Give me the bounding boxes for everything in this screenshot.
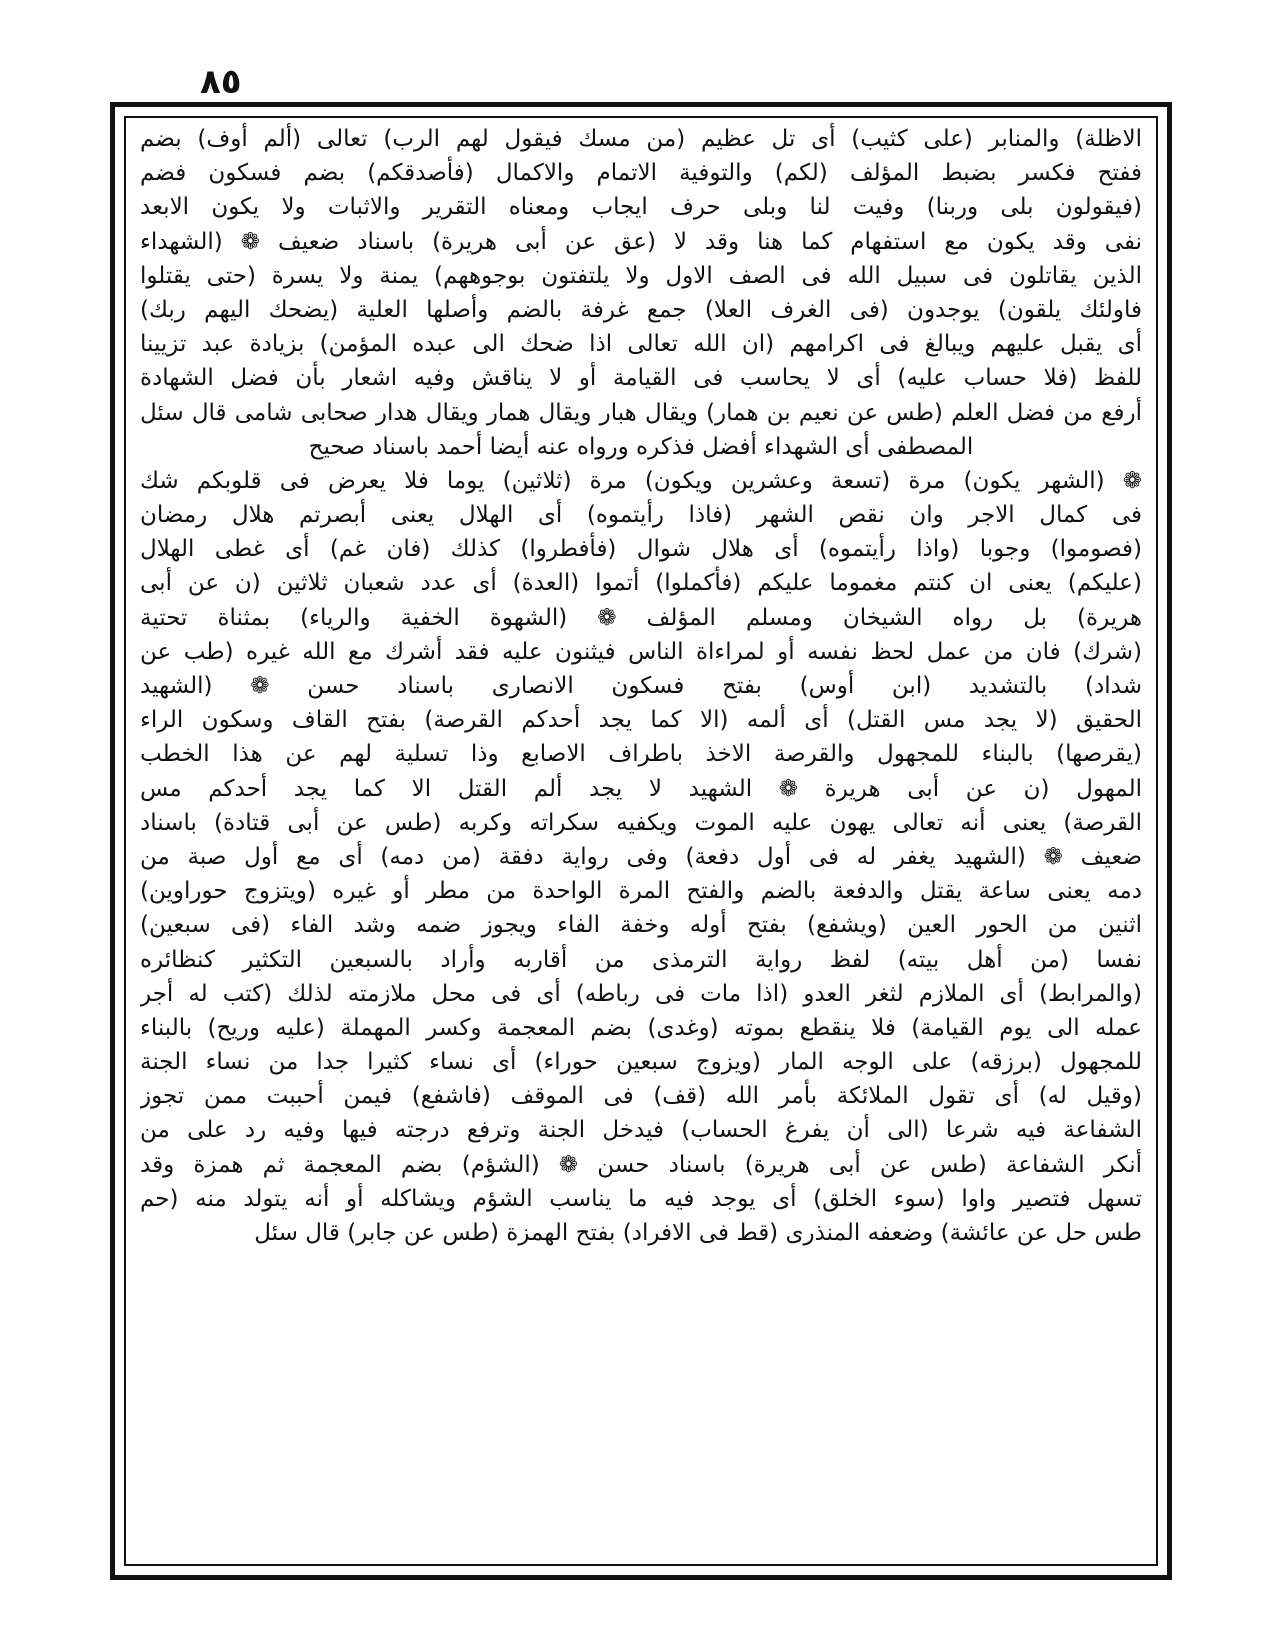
text-line: (والمرابط) أى الملازم لثغر العدو (اذا مات فى رباطه) أى فى محل ملازمته لذلك (كتب له أجر xyxy=(140,980,1142,1007)
text-line: (يقرصها) بالبناء للمجهول والقرصة الاخذ باطراف الاصابع وذا تسلية لهم عن هذا الخطب xyxy=(140,741,1142,768)
text-line: المصطفى أى الشهداء أفضل فذكره ورواه عنه أيضا أحمد باسناد صحيح xyxy=(308,433,974,460)
text-line: (شرك) فان من عمل لحظ نفسه أو لمراءاة الناس فيثنون عليه فقد أشرك مع الله غيره (طب عن xyxy=(140,638,1142,665)
text-line: نفسا (من أهل بيته) لفظ رواية الترمذى من أقاربه وأراد بالسبعين التكثير كنظائره xyxy=(140,946,1142,973)
text-line: عمله الى يوم القيامة) فلا ينقطع بموته (وغدى) بضم المعجمة وكسر المهملة (عليه وريح) بالبناء xyxy=(140,1014,1142,1041)
text-line: ضعيف ❁ (الشهيد يغفر له فى أول دفعة) وفى رواية دفقة (من دمه) أى مع أول صبة من xyxy=(140,843,1142,870)
text-line: فاولئك يلقون) يوجدون (فى الغرف العلا) جمع غرفة بالضم وأصلها العلية (يضحك اليهم ربك) xyxy=(140,296,1142,323)
text-line: (وقيل له) أى تقول الملائكة بأمر الله (قف) فى الموقف (فاشفع) فيمن أحببت ممن تجوز xyxy=(140,1083,1142,1110)
text-line: فى كمال الاجر وان نقص الشهر (فاذا رأيتموه) أى الهلال يعنى أبصرتم هلال رمضان xyxy=(140,502,1142,529)
text-line: (عليكم) يعنى ان كنتم مغموما عليكم (فأكملوا) أتموا (العدة) أى عدد شعبان ثلاثين (ن عن أبى xyxy=(140,570,1142,597)
text-line: للمجهول (برزقه) على الوجه المار (ويزوج سبعين حوراء) أى نساء كثيرا جدا من نساء الجنة xyxy=(140,1049,1142,1076)
text-line: (فصوموا) وجوبا (واذا رأيتموه) أى هلال شوال (فأفطروا) كذلك (فان غم) أى غطى الهلال xyxy=(140,536,1142,563)
text-line: الذين يقاتلون فى سبيل الله فى الصف الاول ولا يلتفتون بوجوههم) يمنة ولا يسرة (حتى يقتلوا xyxy=(140,262,1142,289)
text-line: دمه يعنى ساعة يقتل والدفعة بالضم والفتح المرة الواحدة من مطر أو غيره (ويتزوج حوراوين) xyxy=(140,878,1142,905)
text-line: القرصة) يعنى أنه تعالى يهون عليه الموت ويكفيه سكراته وكربه (طس عن أبى قتادة) باسناد xyxy=(140,809,1142,836)
text-line: اثنين من الحور العين (ويشفع) بفتح أوله وخفة الفاء ويجوز ضمه وشد الفاء (فى سبعين) xyxy=(140,912,1142,939)
text-line: (فيقولون بلى وربنا) وفيت لنا وبلى حرف ايجاب ومعناه التقرير والاثبات ولا يكون الابعد xyxy=(140,194,1142,221)
text-line: الحقيق (لا يجد مس القتل) أى ألمه (الا كما يجد أحدكم القرصة) بفتح القاف وسكون الراء xyxy=(140,707,1142,734)
text-line: أرفع من فضل العلم (طس عن نعيم بن همار) ويقال هبار ويقال همار ويقال هدار صحابى شامى قال سئل xyxy=(140,399,1142,426)
text-line: هريرة) بل رواه الشيخان ومسلم المؤلف ❁ (الشهوة الخفية والرياء) بمثناة تحتية xyxy=(140,604,1142,631)
text-line: ❁ (الشهر يكون) مرة (تسعة وعشرين ويكون) مرة (ثلاثين) يوما فلا يعرض فى قلوبكم شك xyxy=(140,467,1142,494)
text-line: نفى وقد يكون مع استفهام كما هنا وقد لا (عق عن أبى هريرة) باسناد ضعيف ❁ (الشهداء xyxy=(140,228,1142,255)
text-line: المهول (ن عن أبى هريرة ❁ الشهيد لا يجد ألم القتل الا كما يجد أحدكم مس xyxy=(140,775,1142,802)
text-line: طس حل عن عائشة) وضعفه المنذرى (قط فى الافراد) بفتح الهمزة (طس عن جابر) قال سئل xyxy=(254,1220,1142,1246)
text-line: للفظ (فلا حساب عليه) أى لا يحاسب فى القيامة أو لا يناقش وفيه اشعار بأن فضل الشهادة xyxy=(140,365,1142,392)
text-line: ففتح فكسر بضبط المؤلف (لكم) والتوفية الاتمام والاكمال (فأصدقكم) بضم فسكون فضم xyxy=(140,160,1142,187)
text-line: الاظلة) والمنابر (على كثيب) أى تل عظيم (من مسك فيقول لهم الرب) تعالى (ألم أوف) بضم xyxy=(140,126,1142,152)
text-line: الشفاعة فيه شرعا (الى أن يفرغ الحساب) فيدخل الجنة وترفع درجته فيها وفيه رد على من xyxy=(140,1117,1142,1144)
text-line: أى يقبل عليهم ويبالغ فى اكرامهم (ان الله تعالى اذا ضحك الى عبده المؤمن) بزيادة عبد تزيينا xyxy=(140,331,1142,358)
text-line: أنكر الشفاعة (طس عن أبى هريرة) باسناد حسن ❁ (الشؤم) بضم المعجمة ثم همزة وقد xyxy=(140,1151,1142,1178)
text-line: تسهل فتصير واوا (سوء الخلق) أى يوجد فيه ما يناسب الشؤم ويشاكله أو أنه يتولد منه (حم xyxy=(140,1185,1142,1212)
text-block xyxy=(140,122,1142,1562)
text-line: شداد) بالتشديد (ابن أوس) بفتح فسكون الانصارى باسناد حسن ❁ (الشهيد xyxy=(140,673,1142,699)
page-number: ٨٥ xyxy=(200,62,242,102)
